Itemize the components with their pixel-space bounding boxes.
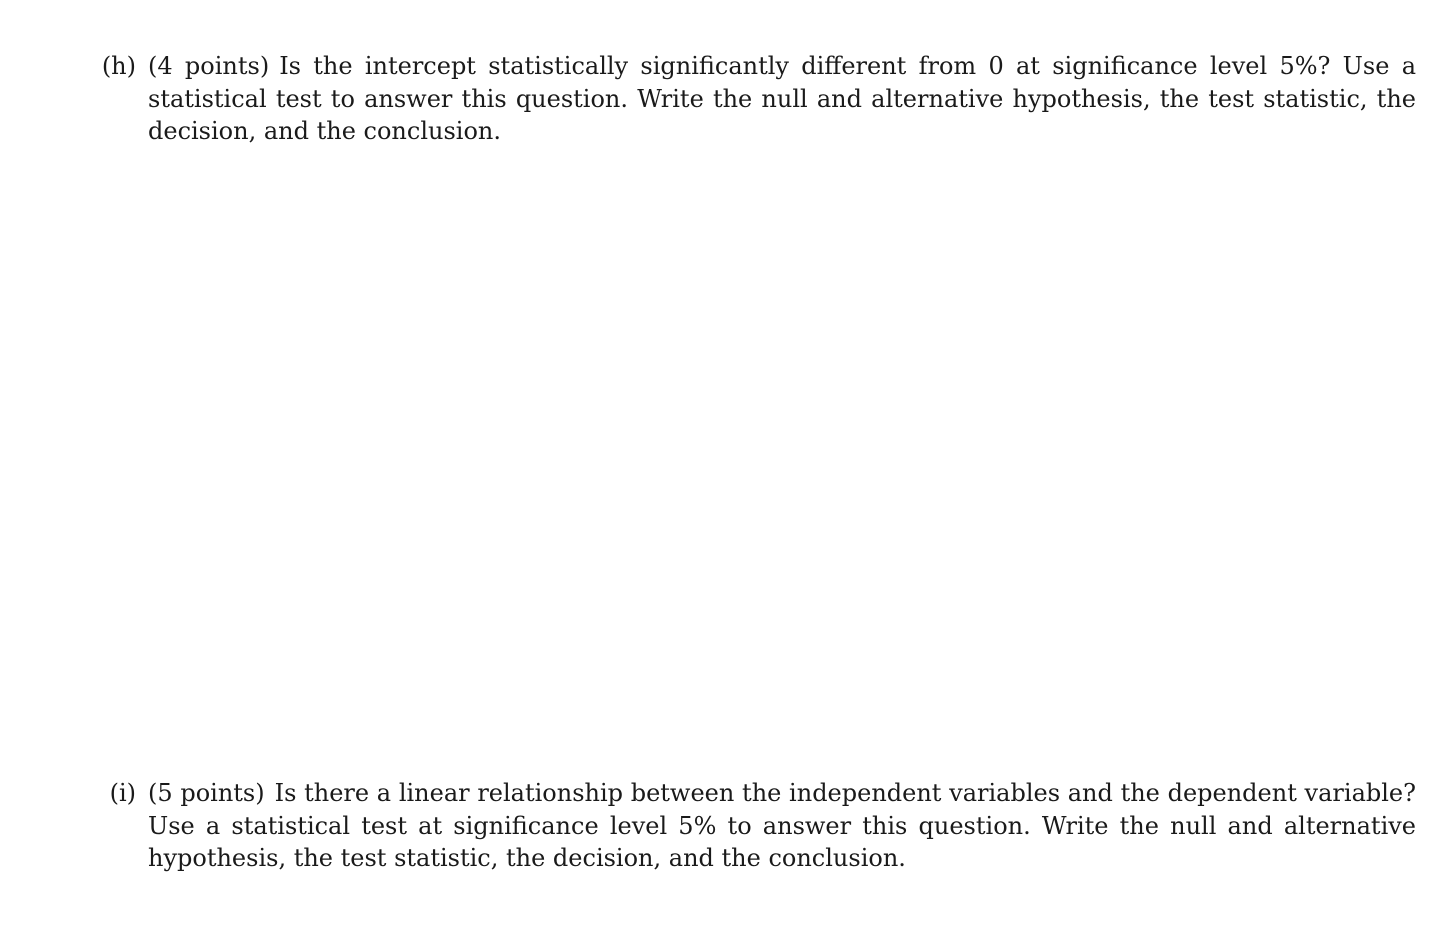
problem-points: (4 points) xyxy=(148,52,270,80)
problem-i xyxy=(109,777,1416,875)
answer-space xyxy=(148,160,1416,750)
problem-h xyxy=(101,50,1416,148)
problem-points: (5 points) xyxy=(148,779,265,807)
problem-text: Is the intercept statistically significantly different from 0 at significance level 5%? Use a statistical test to answer this question. Write the null and alternative hypothesis, the test statistic, the decision, and the conclusion. xyxy=(148,52,1416,145)
problem-label: (h) xyxy=(101,52,136,80)
problem-text: Is there a linear relationship between the independent variables and the dependent variable? Use a statistical test at significance level 5% to answer this question. Write the null and alternative hypothesis, the test statistic, the decision, and the conclusion. xyxy=(148,779,1416,872)
problem-label: (i) xyxy=(109,779,136,807)
